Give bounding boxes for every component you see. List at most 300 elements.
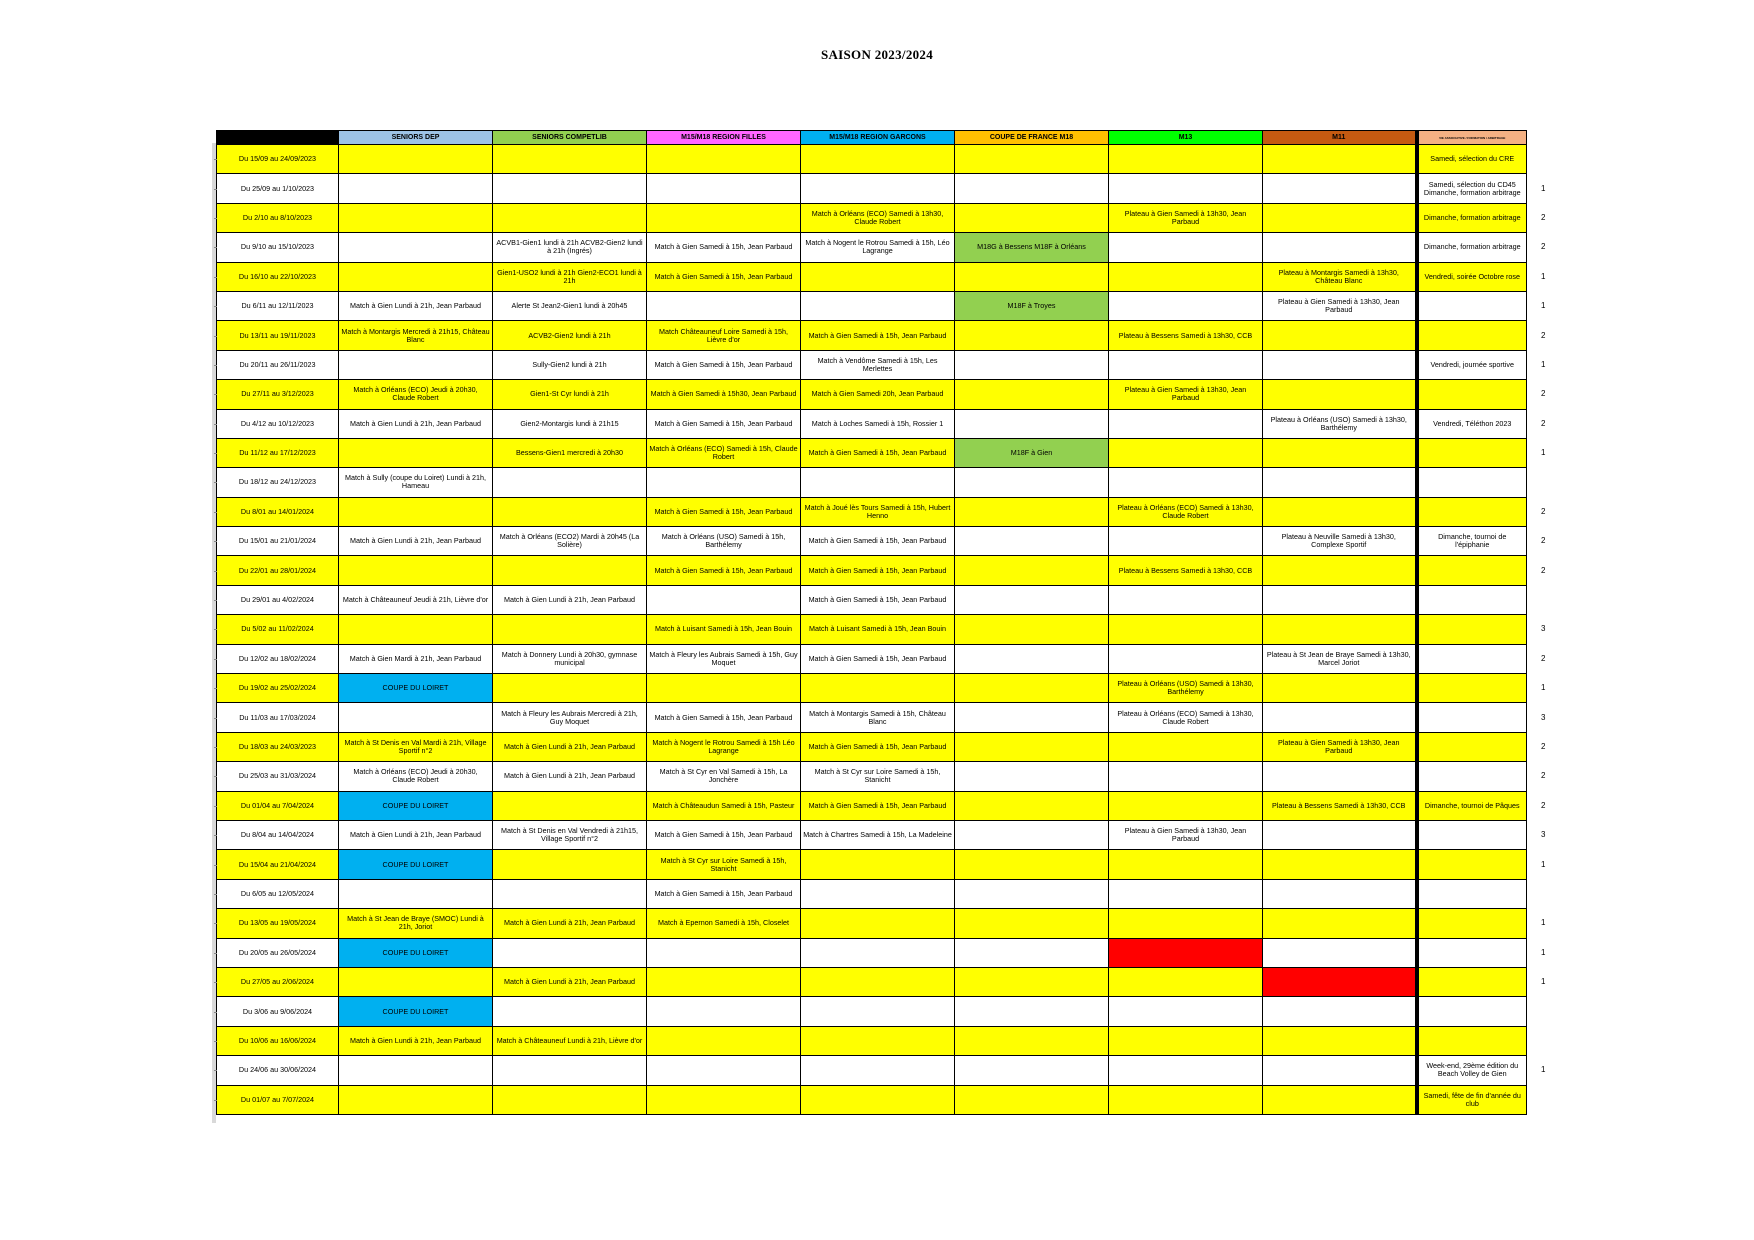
row-marker <box>214 1100 217 1101</box>
row-marker <box>214 189 217 190</box>
schedule-cell <box>493 174 647 203</box>
week-date-cell: Du 11/03 au 17/03/2024 <box>217 703 339 732</box>
schedule-cell: Match à Gien Mardi à 21h, Jean Parbaud <box>339 644 493 673</box>
schedule-cell <box>955 879 1109 908</box>
season-schedule-table <box>216 130 1527 1115</box>
schedule-cell <box>955 585 1109 614</box>
schedule-cell: Plateau à Gien Samedi à 13h30, Jean Parbaud <box>1109 203 1263 232</box>
schedule-cell <box>1417 703 1527 732</box>
row-count: 1 <box>1541 683 1546 693</box>
table-row <box>217 350 1527 379</box>
schedule-cell: Match à Gien Samedi à 15h, Jean Parbaud <box>647 556 801 585</box>
row-marker <box>214 453 217 454</box>
schedule-cell: Match à Gien Samedi à 15h, Jean Parbaud <box>801 791 955 820</box>
row-marker <box>214 1041 217 1042</box>
schedule-cell <box>955 850 1109 879</box>
row-marker <box>214 718 217 719</box>
row-count: 2 <box>1541 389 1546 399</box>
schedule-cell <box>1417 438 1527 467</box>
table-row <box>217 291 1527 320</box>
row-count: 1 <box>1541 359 1546 369</box>
row-marker <box>214 336 217 337</box>
schedule-cell <box>493 674 647 703</box>
schedule-cell <box>339 967 493 996</box>
schedule-cell <box>339 203 493 232</box>
schedule-cell: Match à St Cyr sur Loire Samedi à 15h, Stanicht <box>647 850 801 879</box>
schedule-cell: Plateau à Orléans (USO) Samedi à 13h30, Barthélemy <box>1109 674 1263 703</box>
week-date-cell: Du 15/01 au 21/01/2024 <box>217 527 339 556</box>
schedule-cell: Match à Gien Samedi à 15h, Jean Parbaud <box>801 438 955 467</box>
schedule-cell <box>1417 820 1527 849</box>
schedule-cell: Plateau à Gien Samedi à 13h30, Jean Parbaud <box>1109 380 1263 409</box>
schedule-cell <box>339 703 493 732</box>
schedule-cell <box>1109 791 1263 820</box>
schedule-cell <box>1263 203 1417 232</box>
schedule-cell <box>1109 145 1263 174</box>
schedule-cell: Match à Gien Lundi à 21h, Jean Parbaud <box>493 967 647 996</box>
schedule-cell <box>955 409 1109 438</box>
row-marker <box>214 512 217 513</box>
schedule-cell <box>1109 1026 1263 1055</box>
column-header: M15/M18 REGION GARCONS <box>801 131 955 145</box>
schedule-cell <box>1263 380 1417 409</box>
schedule-cell <box>1417 644 1527 673</box>
schedule-cell: Match à Fleury les Aubrais Mercredi à 21h, Guy Moquet <box>493 703 647 732</box>
row-count: 1 <box>1541 183 1546 193</box>
schedule-cell: Match à Chartres Samedi à 15h, La Madeleine <box>801 820 955 849</box>
schedule-cell <box>493 938 647 967</box>
row-marker <box>214 482 217 483</box>
table-row <box>217 909 1527 938</box>
schedule-cell: Gien1-St Cyr lundi à 21h <box>493 380 647 409</box>
table-row <box>217 938 1527 967</box>
schedule-cell <box>1263 350 1417 379</box>
schedule-cell: Dimanche, formation arbitrage <box>1417 233 1527 262</box>
schedule-cell <box>955 967 1109 996</box>
schedule-cell: Dimanche, formation arbitrage <box>1417 203 1527 232</box>
schedule-cell <box>1263 1085 1417 1114</box>
table-row <box>217 703 1527 732</box>
row-marker <box>214 629 217 630</box>
schedule-cell <box>1417 879 1527 908</box>
header-blank <box>217 131 339 145</box>
table-row <box>217 262 1527 291</box>
schedule-cell: COUPE DU LOIRET <box>339 938 493 967</box>
schedule-cell <box>955 1026 1109 1055</box>
week-date-cell: Du 13/11 au 19/11/2023 <box>217 321 339 350</box>
schedule-cell <box>1263 233 1417 262</box>
schedule-cell: Dimanche, tournoi de Pâques <box>1417 791 1527 820</box>
week-date-cell: Du 2/10 au 8/10/2023 <box>217 203 339 232</box>
schedule-cell: Match à Orléans (ECO) Jeudi à 20h30, Claude Robert <box>339 380 493 409</box>
row-marker <box>214 541 217 542</box>
table-row <box>217 174 1527 203</box>
row-marker <box>214 982 217 983</box>
week-date-cell: Du 8/01 au 14/01/2024 <box>217 497 339 526</box>
schedule-cell <box>339 174 493 203</box>
week-date-cell: Du 18/12 au 24/12/2023 <box>217 468 339 497</box>
schedule-cell: Match à Gien Lundi à 21h, Jean Parbaud <box>339 820 493 849</box>
row-marker <box>214 600 217 601</box>
schedule-cell: Match à St Denis en Val Vendredi à 21h15, Village Sportif n°2 <box>493 820 647 849</box>
schedule-cell: Match à Gien Lundi à 21h, Jean Parbaud <box>493 909 647 938</box>
schedule-cell <box>647 145 801 174</box>
schedule-cell <box>801 674 955 703</box>
schedule-cell <box>339 615 493 644</box>
schedule-cell <box>493 556 647 585</box>
week-date-cell: Du 6/11 au 12/11/2023 <box>217 291 339 320</box>
schedule-cell <box>1109 174 1263 203</box>
table-row <box>217 145 1527 174</box>
schedule-cell <box>1263 997 1417 1026</box>
schedule-cell <box>1109 1085 1263 1114</box>
schedule-cell <box>1417 556 1527 585</box>
schedule-cell: Match à St Denis en Val Mardi à 21h, Village Sportif n°2 <box>339 732 493 761</box>
week-date-cell: Du 24/06 au 30/06/2024 <box>217 1056 339 1085</box>
schedule-cell <box>1263 321 1417 350</box>
schedule-cell <box>801 291 955 320</box>
schedule-cell <box>493 997 647 1026</box>
schedule-cell: Match à Gien Samedi à 15h, Jean Parbaud <box>801 527 955 556</box>
header-row <box>217 131 1527 145</box>
row-marker <box>214 776 217 777</box>
schedule-cell: Vendredi, journée sportive <box>1417 350 1527 379</box>
schedule-cell <box>1263 879 1417 908</box>
week-date-cell: Du 25/03 au 31/03/2024 <box>217 762 339 791</box>
schedule-cell <box>801 909 955 938</box>
schedule-cell <box>493 1085 647 1114</box>
row-marker <box>214 806 217 807</box>
schedule-cell: Match à Gien Samedi 20h, Jean Parbaud <box>801 380 955 409</box>
schedule-cell <box>955 732 1109 761</box>
column-header: M15/M18 REGION FILLES <box>647 131 801 145</box>
schedule-cell <box>955 938 1109 967</box>
week-date-cell: Du 4/12 au 10/12/2023 <box>217 409 339 438</box>
schedule-cell <box>1417 674 1527 703</box>
schedule-cell <box>1263 556 1417 585</box>
table-row <box>217 527 1527 556</box>
schedule-cell: Match à St Cyr en Val Samedi à 15h, La Jonchère <box>647 762 801 791</box>
schedule-cell: Plateau à Orléans (ECO) Samedi à 13h30, Claude Robert <box>1109 703 1263 732</box>
schedule-cell <box>493 145 647 174</box>
schedule-cell <box>647 997 801 1026</box>
schedule-cell <box>1109 909 1263 938</box>
schedule-cell <box>339 262 493 291</box>
week-date-cell: Du 8/04 au 14/04/2024 <box>217 820 339 849</box>
schedule-cell <box>1109 644 1263 673</box>
schedule-cell <box>1417 380 1527 409</box>
schedule-cell <box>1263 820 1417 849</box>
week-date-cell: Du 13/05 au 19/05/2024 <box>217 909 339 938</box>
schedule-cell <box>1417 497 1527 526</box>
week-date-cell: Du 12/02 au 18/02/2024 <box>217 644 339 673</box>
week-date-cell: Du 15/04 au 21/04/2024 <box>217 850 339 879</box>
schedule-cell <box>801 850 955 879</box>
table-row <box>217 409 1527 438</box>
row-count: 2 <box>1541 653 1546 663</box>
schedule-cell: Match à Châteaudun Samedi à 15h, Pasteur <box>647 791 801 820</box>
row-count: 1 <box>1541 947 1546 957</box>
schedule-cell <box>647 967 801 996</box>
table-row <box>217 615 1527 644</box>
schedule-cell <box>955 1085 1109 1114</box>
schedule-cell <box>1263 174 1417 203</box>
schedule-cell: Match à Vendôme Samedi à 15h, Les Merlettes <box>801 350 955 379</box>
schedule-cell <box>339 438 493 467</box>
column-header: COUPE DE FRANCE M18 <box>955 131 1109 145</box>
schedule-cell <box>1263 674 1417 703</box>
schedule-cell <box>1417 732 1527 761</box>
schedule-cell <box>1109 468 1263 497</box>
row-marker <box>214 306 217 307</box>
schedule-cell: Match à Gien Lundi à 21h, Jean Parbaud <box>339 527 493 556</box>
schedule-cell <box>1109 409 1263 438</box>
schedule-cell: Match à Orléans (ECO2) Mardi à 20h45 (La Solière) <box>493 527 647 556</box>
schedule-cell: Sully-Gien2 lundi à 21h <box>493 350 647 379</box>
schedule-cell: Match à Fleury les Aubrais Samedi à 15h, Guy Moquet <box>647 644 801 673</box>
schedule-cell: Match à St Cyr sur Loire Samedi à 15h, Stanicht <box>801 762 955 791</box>
row-count: 1 <box>1541 1065 1546 1075</box>
row-count: 1 <box>1541 448 1546 458</box>
schedule-cell <box>1263 145 1417 174</box>
column-header: M13 <box>1109 131 1263 145</box>
schedule-cell: Match à Nogent le Rotrou Samedi à 15h Léo Lagrange <box>647 732 801 761</box>
column-header: M11 <box>1263 131 1417 145</box>
schedule-cell <box>1263 438 1417 467</box>
schedule-cell <box>339 1056 493 1085</box>
schedule-cell: Vendredi, soirée Octobre rose <box>1417 262 1527 291</box>
schedule-cell <box>801 174 955 203</box>
schedule-cell: Samedi, fête de fin d'année du club <box>1417 1085 1527 1114</box>
week-date-cell: Du 10/06 au 16/06/2024 <box>217 1026 339 1055</box>
row-marker <box>214 835 217 836</box>
table-row <box>217 1026 1527 1055</box>
schedule-cell <box>1109 762 1263 791</box>
schedule-cell <box>647 674 801 703</box>
schedule-cell: Match à Gien Lundi à 21h, Jean Parbaud <box>493 585 647 614</box>
week-date-cell: Du 5/02 au 11/02/2024 <box>217 615 339 644</box>
schedule-cell: Match à Gien Samedi à 15h, Jean Parbaud <box>801 585 955 614</box>
schedule-cell <box>1263 703 1417 732</box>
schedule-cell: COUPE DU LOIRET <box>339 850 493 879</box>
schedule-cell <box>1417 291 1527 320</box>
schedule-cell <box>647 174 801 203</box>
schedule-cell <box>493 497 647 526</box>
schedule-cell: Match à Donnery Lundi à 20h30, gymnase municipal <box>493 644 647 673</box>
schedule-cell: Match à Gien Samedi à 15h, Jean Parbaud <box>801 556 955 585</box>
schedule-cell <box>647 468 801 497</box>
schedule-cell <box>647 1026 801 1055</box>
schedule-cell: Plateau à Orléans (USO) Samedi à 13h30, Barthélemy <box>1263 409 1417 438</box>
schedule-cell <box>1417 997 1527 1026</box>
table-row <box>217 1056 1527 1085</box>
schedule-cell: Plateau à Gien Samedi à 13h30, Jean Parbaud <box>1263 291 1417 320</box>
row-marker <box>214 1012 217 1013</box>
schedule-cell <box>1417 468 1527 497</box>
schedule-cell: Match à Châteauneuf Lundi à 21h, Lièvre d'or <box>493 1026 647 1055</box>
table-row <box>217 585 1527 614</box>
schedule-cell: COUPE DU LOIRET <box>339 997 493 1026</box>
schedule-cell: Match à Gien Samedi à 15h30, Jean Parbaud <box>647 380 801 409</box>
schedule-cell <box>955 703 1109 732</box>
schedule-cell <box>801 1026 955 1055</box>
table-row <box>217 468 1527 497</box>
schedule-cell: Gien1-USO2 lundi à 21h Gien2-ECO1 lundi à 21h <box>493 262 647 291</box>
schedule-cell: Match à Orléans (ECO) Samedi à 13h30, Claude Robert <box>801 203 955 232</box>
schedule-cell <box>801 262 955 291</box>
schedule-cell: Match à Gien Samedi à 15h, Jean Parbaud <box>647 233 801 262</box>
row-count: 2 <box>1541 800 1546 810</box>
schedule-cell <box>1263 497 1417 526</box>
schedule-cell <box>1263 762 1417 791</box>
schedule-cell <box>493 879 647 908</box>
schedule-cell: ACVB2-Gien2 lundi à 21h <box>493 321 647 350</box>
week-date-cell: Du 20/11 au 26/11/2023 <box>217 350 339 379</box>
schedule-cell <box>1263 909 1417 938</box>
row-marker <box>214 1070 217 1071</box>
table-row <box>217 438 1527 467</box>
schedule-cell <box>955 174 1109 203</box>
schedule-cell: Match à Orléans (ECO) Jeudi à 20h30, Claude Robert <box>339 762 493 791</box>
table-row <box>217 233 1527 262</box>
schedule-cell <box>339 1085 493 1114</box>
row-marker <box>214 247 217 248</box>
week-date-cell: Du 01/04 au 7/04/2024 <box>217 791 339 820</box>
row-count: 2 <box>1541 506 1546 516</box>
schedule-cell <box>1417 585 1527 614</box>
schedule-cell <box>339 233 493 262</box>
schedule-cell <box>801 997 955 1026</box>
schedule-cell <box>647 1056 801 1085</box>
schedule-cell: COUPE DU LOIRET <box>339 791 493 820</box>
schedule-cell: Plateau à Montargis Samedi à 13h30, Château Blanc <box>1263 262 1417 291</box>
schedule-cell <box>339 145 493 174</box>
schedule-cell <box>493 615 647 644</box>
row-count: 2 <box>1541 330 1546 340</box>
schedule-cell: Alerte St Jean2-Gien1 lundi à 20h45 <box>493 291 647 320</box>
schedule-cell <box>955 762 1109 791</box>
schedule-cell <box>493 468 647 497</box>
schedule-cell <box>1263 1056 1417 1085</box>
schedule-cell: Plateau à St Jean de Braye Samedi à 13h30, Marcel Joriot <box>1263 644 1417 673</box>
row-marker <box>214 865 217 866</box>
schedule-cell: Plateau à Bessens Samedi à 13h30, CCB <box>1263 791 1417 820</box>
row-marker <box>214 923 217 924</box>
schedule-cell <box>955 527 1109 556</box>
schedule-cell <box>955 615 1109 644</box>
row-count: 2 <box>1541 418 1546 428</box>
schedule-cell <box>955 321 1109 350</box>
week-date-cell: Du 27/11 au 3/12/2023 <box>217 380 339 409</box>
schedule-cell <box>1109 850 1263 879</box>
schedule-cell <box>955 820 1109 849</box>
week-date-cell: Du 29/01 au 4/02/2024 <box>217 585 339 614</box>
schedule-cell <box>955 145 1109 174</box>
week-date-cell: Du 01/07 au 7/07/2024 <box>217 1085 339 1114</box>
schedule-cell <box>801 1056 955 1085</box>
schedule-cell <box>493 791 647 820</box>
week-date-cell: Du 6/05 au 12/05/2024 <box>217 879 339 908</box>
schedule-cell: Gien2-Montargis lundi à 21h15 <box>493 409 647 438</box>
row-count: 2 <box>1541 536 1546 546</box>
schedule-cell: Match à Gien Samedi à 15h, Jean Parbaud <box>647 703 801 732</box>
week-date-cell: Du 16/10 au 22/10/2023 <box>217 262 339 291</box>
table-row <box>217 820 1527 849</box>
schedule-cell <box>1109 879 1263 908</box>
schedule-cell: M18F à Troyes <box>955 291 1109 320</box>
row-marker <box>214 688 217 689</box>
schedule-cell: Plateau à Gien Samedi à 13h30, Jean Parbaud <box>1263 732 1417 761</box>
schedule-cell <box>493 203 647 232</box>
row-count: 1 <box>1541 977 1546 987</box>
week-date-cell: Du 19/02 au 25/02/2024 <box>217 674 339 703</box>
row-count: 1 <box>1541 918 1546 928</box>
schedule-cell <box>1109 262 1263 291</box>
schedule-cell: M18G à Bessens M18F à Orléans <box>955 233 1109 262</box>
schedule-cell <box>1417 762 1527 791</box>
schedule-cell <box>1109 350 1263 379</box>
schedule-cell: Match à Orléans (ECO) Samedi à 15h, Claude Robert <box>647 438 801 467</box>
schedule-cell: Match à Gien Samedi à 15h, Jean Parbaud <box>647 262 801 291</box>
schedule-cell <box>1417 321 1527 350</box>
week-date-cell: Du 3/06 au 9/06/2024 <box>217 997 339 1026</box>
schedule-cell: Match à Gien Samedi à 15h, Jean Parbaud <box>801 644 955 673</box>
row-marker <box>214 747 217 748</box>
schedule-cell: Match à Gien Lundi à 21h, Jean Parbaud <box>339 291 493 320</box>
row-count: 1 <box>1541 271 1546 281</box>
schedule-cell <box>1263 850 1417 879</box>
row-count: 2 <box>1541 771 1546 781</box>
schedule-cell: Match à Gien Samedi à 15h, Jean Parbaud <box>647 820 801 849</box>
schedule-cell <box>955 203 1109 232</box>
schedule-cell: Plateau à Bessens Samedi à 13h30, CCB <box>1109 556 1263 585</box>
schedule-cell <box>339 556 493 585</box>
schedule-cell <box>647 1085 801 1114</box>
schedule-cell: Match à Loches Samedi à 15h, Rossier 1 <box>801 409 955 438</box>
schedule-cell: Match à Gien Samedi à 15h, Jean Parbaud <box>647 497 801 526</box>
row-count: 3 <box>1541 830 1546 840</box>
schedule-cell <box>1263 967 1417 996</box>
schedule-cell <box>955 468 1109 497</box>
schedule-cell <box>339 350 493 379</box>
schedule-cell: Match Châteauneuf Loire Samedi à 15h, Lièvre d'or <box>647 321 801 350</box>
column-header: SENIORS DEP <box>339 131 493 145</box>
schedule-cell <box>955 644 1109 673</box>
week-date-cell: Du 18/03 au 24/03/2023 <box>217 732 339 761</box>
schedule-cell: Match à Châteauneuf Jeudi à 21h, Lièvre d'or <box>339 585 493 614</box>
row-count: 1 <box>1541 859 1546 869</box>
schedule-cell <box>647 203 801 232</box>
schedule-cell <box>801 967 955 996</box>
schedule-cell: Dimanche, tournoi de l'épiphanie <box>1417 527 1527 556</box>
page-title: SAISON 2023/2024 <box>820 47 934 62</box>
schedule-cell <box>955 791 1109 820</box>
row-marker <box>214 571 217 572</box>
table-row <box>217 321 1527 350</box>
schedule-cell <box>339 879 493 908</box>
schedule-cell <box>801 145 955 174</box>
schedule-cell <box>1263 1026 1417 1055</box>
schedule-cell <box>493 850 647 879</box>
schedule-cell: Match à Montargis Mercredi à 21h15, Château Blanc <box>339 321 493 350</box>
row-marker <box>214 953 217 954</box>
schedule-cell: Match à Nogent le Rotrou Samedi à 15h, Léo Lagrange <box>801 233 955 262</box>
schedule-cell <box>493 1056 647 1085</box>
schedule-cell: Match à Gien Samedi à 15h, Jean Parbaud <box>647 409 801 438</box>
schedule-cell <box>647 585 801 614</box>
schedule-cell <box>801 1085 955 1114</box>
schedule-cell <box>1263 585 1417 614</box>
